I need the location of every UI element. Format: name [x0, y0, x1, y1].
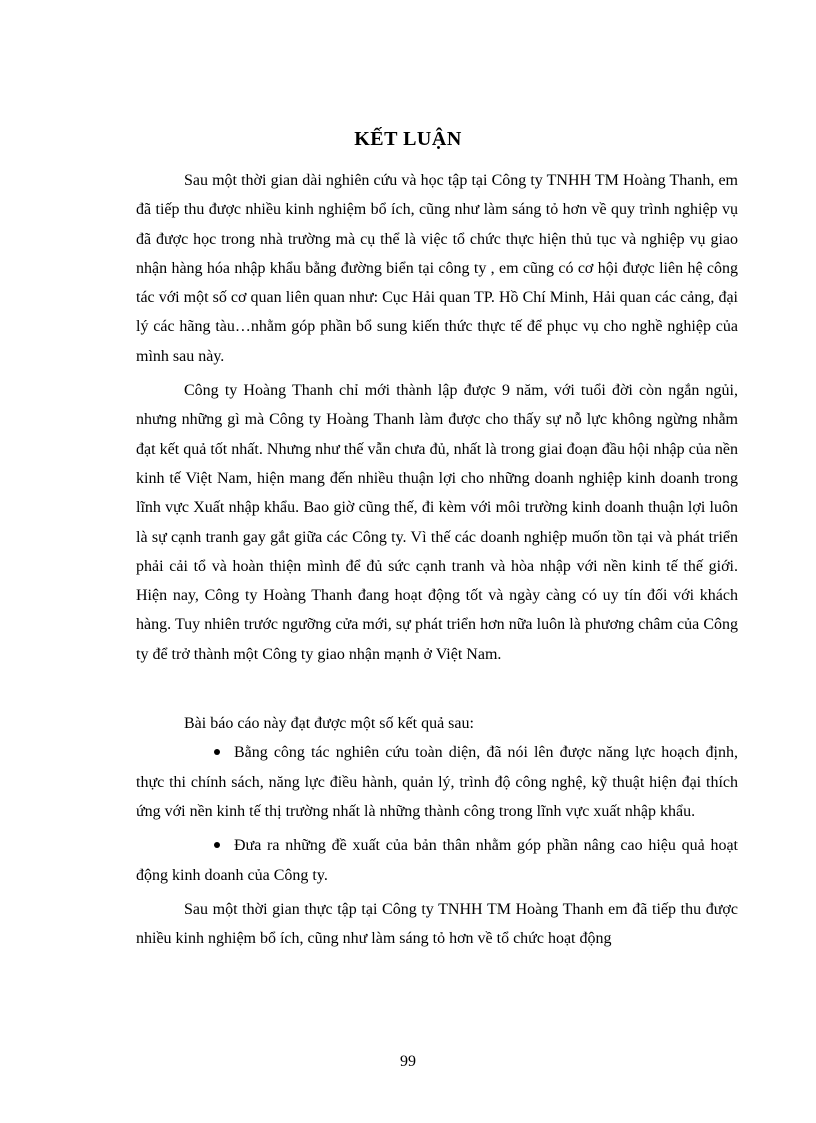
paragraph-company-assessment: Công ty Hoàng Thanh chỉ mới thành lập được 9 năm, với tuổi đời còn ngắn ngủi, nhưng những gì mà Công ty Hoàng Thanh làm được cho thấy sự nỗ lực không ngừng nhằm đạt kết quả tốt nhất. Nhưng như thế vẫn chưa đủ, nhất là trong giai đoạn đầu hội nhập của nền kinh tế Việt Nam, hiện mang đến nhiều thuận lợi cho những doanh nghiệp kinh doanh trong lĩnh vực Xuất nhập khẩu. Bao giờ cũng thế, đi kèm với môi trường kinh doanh thuận lợi luôn là sự cạnh tranh gay gắt giữa các Công ty. Vì thế các doanh nghiệp muốn tồn tại và phát triển phải cải tổ và hoàn thiện mình để đủ sức cạnh tranh và hòa nhập với nền kinh tế thế giới. Hiện nay, Công ty Hoàng Thanh đang hoạt động tốt và ngày càng có uy tín đối với khách hàng. Tuy nhiên trước ngưỡng cửa mới, sự phát triển hơn nữa luôn là phương châm của Công ty để trở thành một Công ty giao nhận mạnh ở Việt Nam.	[136, 382, 738, 663]
document-body	[136, 166, 738, 958]
bullet-item	[136, 831, 738, 890]
bullet-item	[136, 738, 738, 826]
paragraph-study-summary: Sau một thời gian dài nghiên cứu và học tập tại Công ty TNHH TM Hoàng Thanh, em đã tiếp thu được nhiều kinh nghiệm bổ ích, cũng như làm sáng tỏ hơn về quy trình nghiệp vụ đã được học trong nhà trường mà cụ thể là việc tổ chức thực hiện thủ tục và nghiệp vụ giao nhận hàng hóa nhập khẩu bằng đường biển tại công ty , em cũng có cơ hội được liên hệ công tác với một số cơ quan liên quan như: Cục Hải quan TP. Hồ Chí Minh, Hải quan các cảng, đại lý các hãng tàu…nhằm góp phần bổ sung kiến thức thực tế để phục vụ cho nghề nghiệp của mình sau này.	[136, 172, 738, 365]
paragraph-internship-summary: Sau một thời gian thực tập tại Công ty TNHH TM Hoàng Thanh em đã tiếp thu được nhiều kinh nghiệm bổ ích, cũng như làm sáng tỏ hơn về tổ chức hoạt động	[136, 900, 738, 948]
page-number: 99	[400, 1053, 416, 1070]
bullet-icon	[214, 749, 220, 755]
bullet-icon	[214, 842, 220, 848]
paragraph-results-intro: Bài báo cáo này đạt được một số kết quả sau:	[184, 715, 474, 733]
page-title: KẾT LUẬN	[354, 128, 462, 150]
bullet-text: Bằng công tác nghiên cứu toàn diện, đã nói lên được năng lực hoạch định, thực thi chính sách, năng lực điều hành, quản lý, trình độ công nghệ, kỹ thuật hiện đại thích ứng với nền kinh tế thị trường nhất là những thành công trong lĩnh vực xuất nhập khẩu.	[136, 744, 738, 820]
bullet-text: Đưa ra những đề xuất của bản thân nhằm góp phần nâng cao hiệu quả hoạt động kinh doanh của Công ty.	[136, 837, 738, 884]
